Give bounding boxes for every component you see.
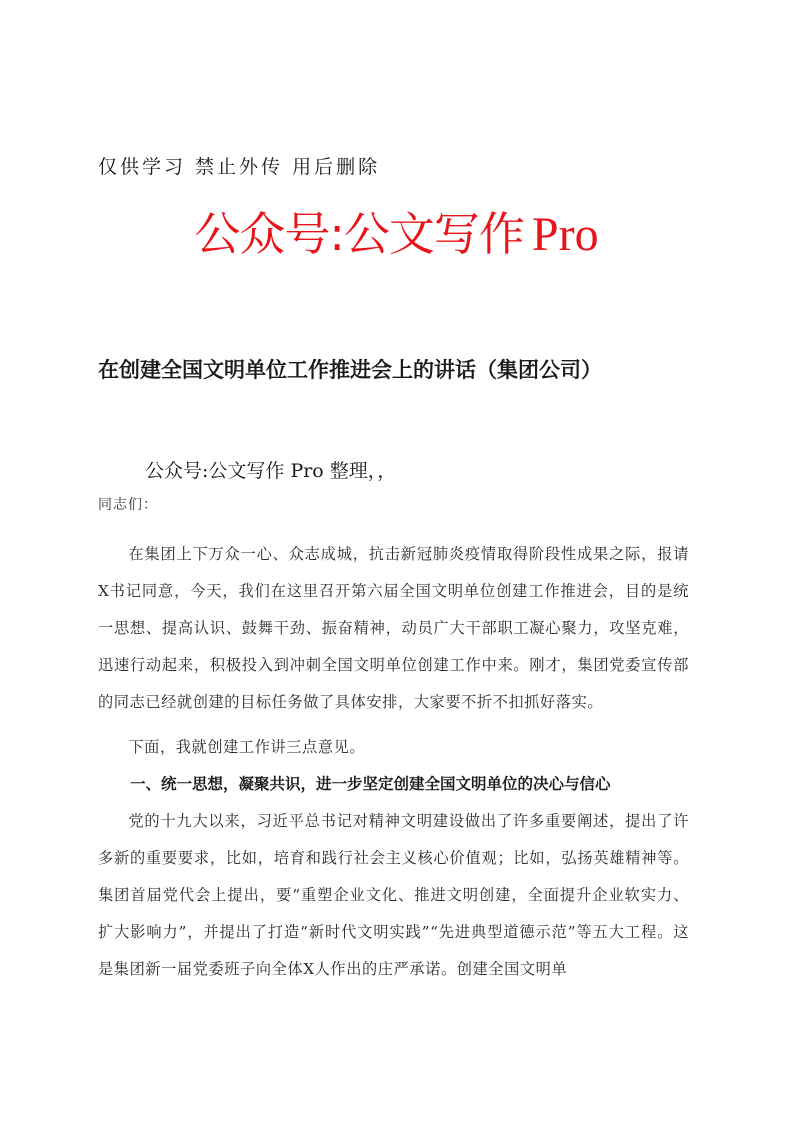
document-title: 在创建全国文明单位工作推进会上的讲话（集团公司） xyxy=(98,358,602,382)
salutation: 同志们： xyxy=(98,497,158,513)
section-heading-1: 一、统一思想，凝聚共识，进一步坚定创建全国文明单位的决心与信心 xyxy=(130,775,611,793)
body-paragraph-1: 在集团上下万众一心、众志成城，抗击新冠肺炎疫情取得阶段性成果之际，报请X书记同意，今天，我们在这里召开第六届全国文明单位创建工作推进会，目的是统一思想、提高认识、鼓舞干劲、振奋精神，动员广大干部职工凝心聚力，攻坚克难，迅速行动起来，积极投入到冲刺全国文明单位创建工作中来。刚才，集团党委宣传部的同志已经就创建的目标任务做了具体安排，大家要不折不扣抓好落实。 xyxy=(98,545,689,711)
brand-name-latin: Pro xyxy=(531,208,599,261)
usage-notice: 仅供学习 禁止外传 用后删除 xyxy=(98,156,381,178)
brand-banner xyxy=(0,198,793,264)
compiled-by-note: 公众号:公文写作 Pro 整理，， xyxy=(145,460,397,482)
brand-name-cn: 公众号:公文写作 xyxy=(194,207,524,261)
body-paragraph-2: 下面，我就创建工作讲三点意见。 xyxy=(128,738,366,756)
body-paragraph-3: 党的十九大以来，习近平总书记对精神文明建设做出了许多重要阐述，提出了许多新的重要要求，比如，培育和践行社会主义核心价值观；比如，弘扬英雄精神等。集团首届党代会上提出，要“重塑企业文化、推进文明创建，全面提升企业软实力、扩大影响力”，并提出了打造“新时代文明实践”“先进典型道德示范”等五大工程。这是集团新一届党委班子向全体X人作出的庄严承诺。创建全国文明单 xyxy=(98,812,689,978)
